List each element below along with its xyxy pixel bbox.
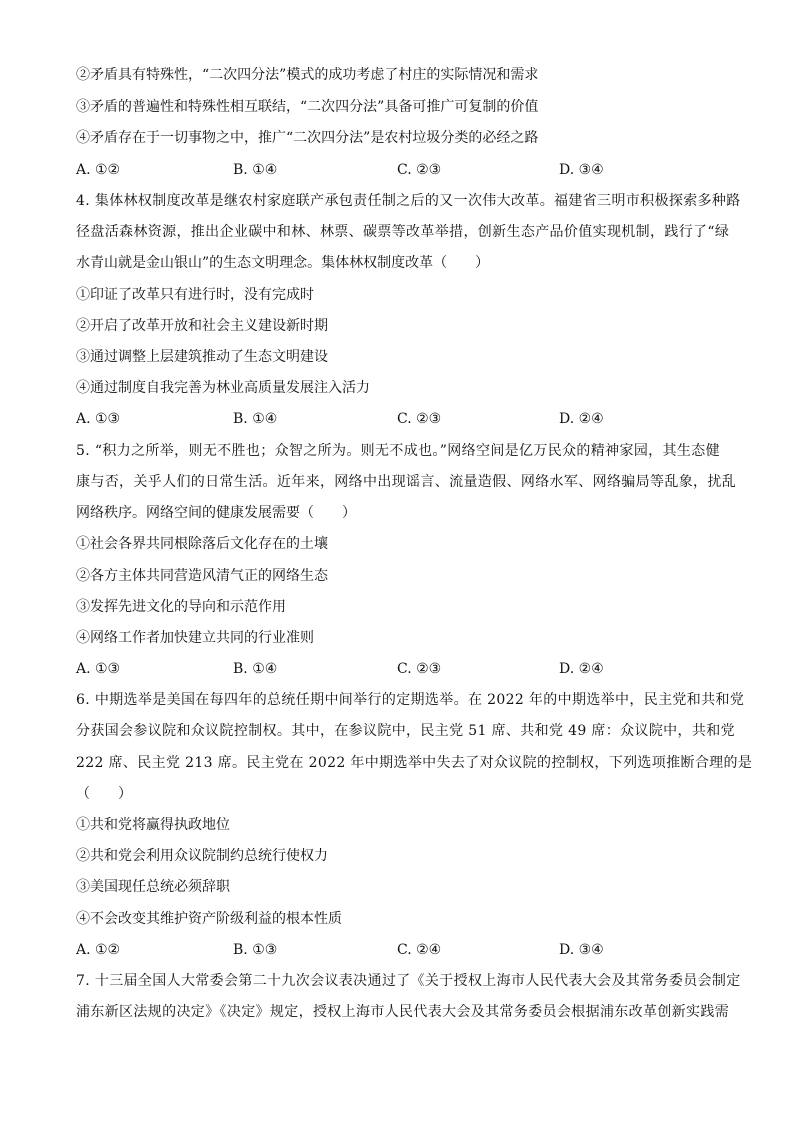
q5-stem-line-2: 康与否，关乎人们的日常生活。近年来，网络中出现谣言、流量造假、网络水军、网络骗局等乱象，扰乱 xyxy=(76,474,737,490)
q4-statement-1: ①印证了改革只有进行时，没有完成时 xyxy=(76,287,314,303)
q4-statement-4: ④通过制度自我完善为林业高质量发展注入活力 xyxy=(76,380,370,396)
q7-stem-line-1: 7. 十三届全国人大常委会第二十九次会议表决通过了《关于授权上海市人民代表大会及其常务委员会制定 xyxy=(76,973,741,989)
q5-statement-3: ③发挥先进文化的导向和示范作用 xyxy=(76,599,286,615)
q5-option-c[interactable]: C. ②③ xyxy=(397,661,442,677)
q5-statement-2: ②各方主体共同营造风清气正的网络生态 xyxy=(76,568,328,584)
q3-option-c[interactable]: C. ②③ xyxy=(397,162,442,178)
q5-stem-line-3: 网络秩序。网络空间的健康发展需要（ ） xyxy=(76,505,356,521)
q6-option-a[interactable]: A. ①② xyxy=(76,942,121,958)
q7-stem-line-2: 浦东新区法规的决定》《决定》规定，授权上海市人民代表大会及其常务委员会根据浦东改革创新实践需 xyxy=(76,1004,730,1020)
q6-option-c[interactable]: C. ②④ xyxy=(397,942,442,958)
q6-option-d[interactable]: D. ③④ xyxy=(559,942,604,958)
q5-option-a[interactable]: A. ①③ xyxy=(76,661,121,677)
q4-stem-line-2: 径盘活森林资源，推出企业碳中和林、林票、碳票等改革举措，创新生态产品价值实现机制，践行了“绿 xyxy=(76,224,730,240)
q5-options xyxy=(76,660,726,678)
q4-option-b[interactable]: B. ①④ xyxy=(233,411,278,427)
q6-option-b[interactable]: B. ①③ xyxy=(233,942,278,958)
q5-statement-4: ④网络工作者加快建立共同的行业准则 xyxy=(76,630,314,646)
q4-stem-line-1: 4. 集体林权制度改革是继农村家庭联产承包责任制之后的又一次伟大改革。福建省三明市积极探索多种路 xyxy=(76,193,741,209)
q4-option-d[interactable]: D. ②④ xyxy=(559,411,604,427)
q4-statement-3: ③通过调整上层建筑推动了生态文明建设 xyxy=(76,349,328,365)
q6-stem-line-2: 分获国会参议院和众议院控制权。其中，在参议院中，民主党 51 席、共和党 49 席：众议院中，共和党 xyxy=(76,723,735,739)
q3-statement-3: ③矛盾的普遍性和特殊性相互联结，“二次四分法”具备可推广可复制的价值 xyxy=(76,99,539,115)
q6-stem-line-3: 222 席、民主党 213 席。民主党在 2022 年中期选举中失去了对众议院的控制权，下列选项推断合理的是 xyxy=(76,755,753,771)
q3-statement-4: ④矛盾存在于一切事物之中，推广“二次四分法”是农村垃圾分类的必经之路 xyxy=(76,130,539,146)
q6-statement-2: ②共和党会利用众议院制约总统行使权力 xyxy=(76,848,328,864)
q5-option-b[interactable]: B. ①④ xyxy=(233,661,278,677)
q3-option-d[interactable]: D. ③④ xyxy=(559,162,604,178)
q4-option-a[interactable]: A. ①③ xyxy=(76,411,121,427)
q4-option-c[interactable]: C. ②③ xyxy=(397,411,442,427)
q6-statement-4: ④不会改变其维护资产阶级利益的根本性质 xyxy=(76,911,342,927)
q5-statement-1: ①社会各界共同根除落后文化存在的土壤 xyxy=(76,536,328,552)
q5-stem-line-1: 5. “积力之所举，则无不胜也；众智之所为。则无不成也。”网络空间是亿万民众的精神家园，其生态健 xyxy=(76,443,720,459)
q3-option-a[interactable]: A. ①② xyxy=(76,162,121,178)
q6-stem-line-1: 6. 中期选举是美国在每四年的总统任期中间举行的定期选举。在 2022 年的中期选举中，民主党和共和党 xyxy=(76,692,745,708)
q6-statement-3: ③美国现任总统必须辞职 xyxy=(76,879,230,895)
q4-statement-2: ②开启了改革开放和社会主义建设新时期 xyxy=(76,318,328,334)
q3-option-b[interactable]: B. ①④ xyxy=(233,162,278,178)
q6-options xyxy=(76,941,726,959)
q5-option-d[interactable]: D. ②④ xyxy=(559,661,604,677)
q4-stem-line-3: 水青山就是金山银山”的生态文明理念。集体林权制度改革（ ） xyxy=(76,255,490,271)
q3-statement-2: ②矛盾具有特殊性，“二次四分法”模式的成功考虑了村庄的实际情况和需求 xyxy=(76,67,539,83)
q4-options xyxy=(76,410,726,428)
q6-stem-line-4: （ ） xyxy=(76,786,132,802)
q6-statement-1: ①共和党将赢得执政地位 xyxy=(76,817,230,833)
q3-options xyxy=(76,161,726,179)
